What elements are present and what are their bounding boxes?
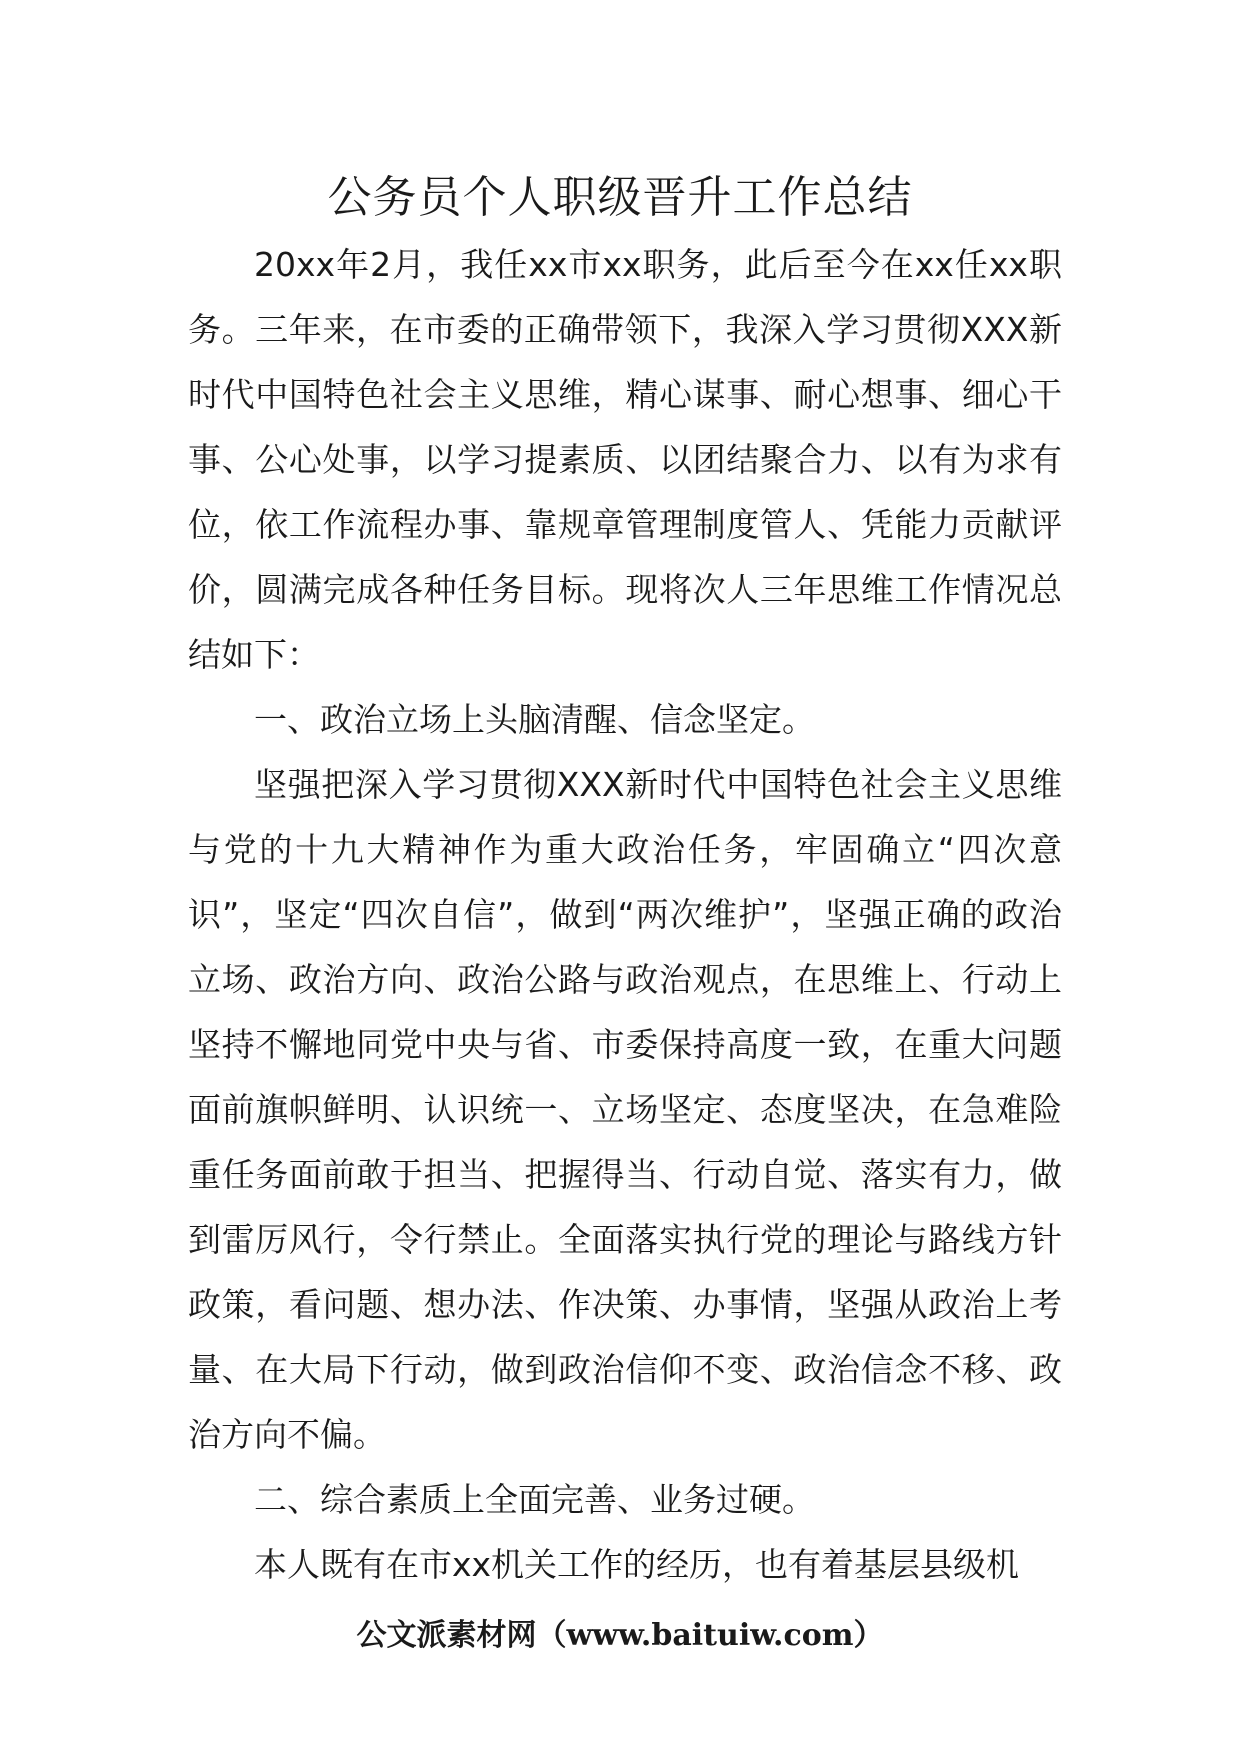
document-title: 公务员个人职级晋升工作总结: [327, 172, 913, 223]
section-heading-2: 二、综合素质上全面完善、业务过硬。: [254, 1480, 815, 1519]
document-body: [188, 232, 1062, 1597]
paragraph-experience: 本人既有在市xx机关工作的经历，也有着基层县级机: [254, 1545, 1020, 1584]
footer-watermark: 公文派素材网（www.baituiw.com）: [356, 1618, 884, 1653]
section-heading-1: 一、政治立场上头脑清醒、信念坚定。: [254, 700, 815, 739]
paragraph-intro: 20xx年2月，我任xx市xx职务，此后至今在xx任xx职务。三年来，在市委的正确带领下，我深入学习贯彻XXX新时代中国特色社会主义思维，精心谋事、耐心想事、细心干事、公心处事，以学习提素质、以团结聚合力、以有为求有位，依工作流程办事、靠规章管理制度管人、凭能力贡献评价，圆满完成各种任务目标。现将次人三年思维工作情况总结如下：: [188, 245, 1062, 674]
paragraph-political-stance: 坚强把深入学习贯彻XXX新时代中国特色社会主义思维与党的十九大精神作为重大政治任务，牢固确立“四次意识”，坚定“四次自信”，做到“两次维护”，坚强正确的政治立场、政治方向、政治公路与政治观点，在思维上、行动上坚持不懈地同党中央与省、市委保持高度一致，在重大问题面前旗帜鲜明、认识统一、立场坚定、态度坚决，在急难险重任务面前敢于担当、把握得当、行动自觉、落实有力，做到雷厉风行，令行禁止。全面落实执行党的理论与路线方针政策，看问题、想办法、作决策、办事情，坚强从政治上考量、在大局下行动，做到政治信仰不变、政治信念不移、政治方向不偏。: [188, 765, 1062, 1454]
